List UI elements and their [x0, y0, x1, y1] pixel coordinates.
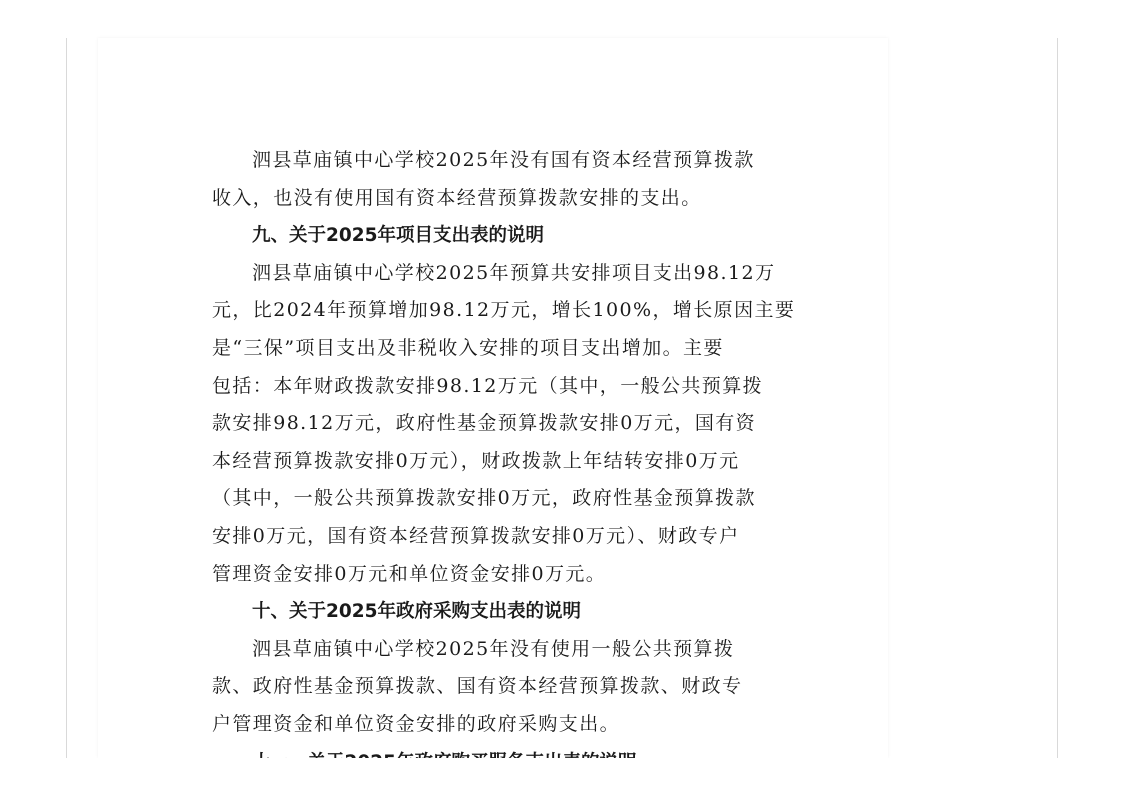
paragraph-line: 元，比2024年预算增加98.12万元，增长100%，增长原因主要: [212, 299, 796, 322]
paragraph-line: 管理资金安排0万元和单位资金安排0万元。: [212, 562, 607, 585]
paragraph-line: 包括：本年财政拨款安排98.12万元（其中，一般公共预算拨: [212, 374, 763, 397]
paragraph-line: 是“三保”项目支出及非税收入安排的项目支出增加。主要: [212, 336, 724, 359]
page-edge-right: [1057, 38, 1058, 758]
paragraph-line: 泗县草庙镇中心学校2025年没有国有资本经营预算拨款: [252, 149, 755, 171]
paragraph-line: 款安排98.12万元，政府性基金预算拨款安排0万元，国有资: [212, 412, 757, 435]
viewport-bottom-edge: [0, 758, 1122, 794]
page-content: [212, 142, 796, 781]
section-heading-10: 十、关于2025年政府采购支出表的说明: [252, 601, 581, 623]
paragraph-line: 款、政府性基金预算拨款、国有资本经营预算拨款、财政专: [212, 675, 743, 698]
page-edge-left: [66, 38, 67, 758]
section-heading-9: 九、关于2025年项目支出表的说明: [252, 225, 544, 247]
paragraph-line: 收入，也没有使用国有资本经营预算拨款安排的支出。: [212, 186, 702, 209]
paragraph-line: 泗县草庙镇中心学校2025年没有使用一般公共预算拨: [252, 637, 735, 660]
document-page: [98, 38, 888, 758]
paragraph-line: （其中，一般公共预算拨款安排0万元，政府性基金预算拨款: [212, 487, 756, 510]
paragraph-line: 泗县草庙镇中心学校2025年预算共安排项目支出98.12万: [252, 261, 776, 284]
paragraph-line: 安排0万元，国有资本经营预算拨款安排0万元）、财政专户: [212, 524, 740, 547]
paragraph-line: 户管理资金和单位资金安排的政府采购支出。: [212, 712, 621, 735]
paragraph-line: 本经营预算拨款安排0万元），财政拨款上年结转安排0万元: [212, 449, 740, 472]
